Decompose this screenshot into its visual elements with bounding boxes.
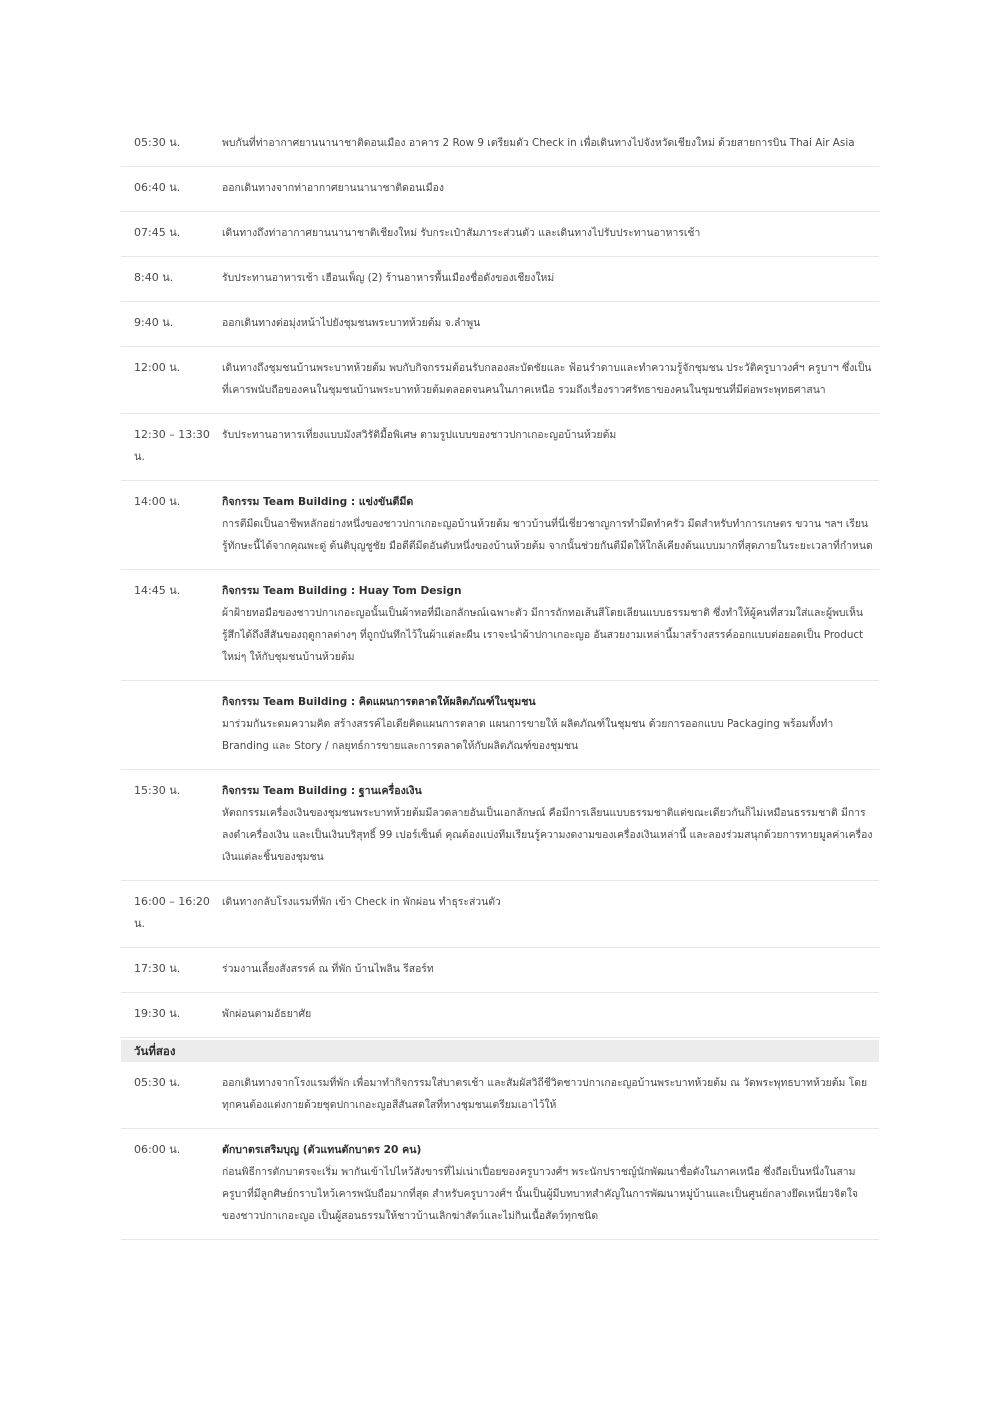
schedule-description — [222, 357, 879, 401]
itinerary-sheet — [121, 122, 879, 1240]
schedule-time: 05:30 น. — [134, 1076, 181, 1089]
schedule-description — [222, 1139, 879, 1227]
activity-title: กิจกรรม Team Building : Huay Tom Design — [222, 585, 462, 597]
day-two-schedule — [121, 1062, 879, 1240]
schedule-row — [121, 570, 879, 681]
schedule-row — [121, 167, 879, 212]
schedule-time — [121, 691, 222, 757]
schedule-description — [222, 222, 879, 244]
activity-text: เดินทางถึงชุมชนบ้านพระบาทห้วยต้ม พบกับกิจกรรมต้อนรับกลองสะบัดชัยและ ฟ้อนรำดาบและทำความรู้จักชุมชน ประวัติครูบาวงศ์ฯ ครูบาฯ ซึ่งเป็นที่เคารพนับถือของคนในชุมชนบ้านพระบาทห้วยต้มตลอดจนคนในภาคเหนือ รวมถึงเรื่องราวศรัทธาของคนในชุมชนที่มีต่อพระพุทธศาสนา — [222, 362, 872, 396]
activity-text: หัตถกรรมเครื่องเงินของชุมชนพระบาทห้วยต้มมีลวดลายอันเป็นเอกลักษณ์ คือมีการเลียนแบบธรรมชาติแต่ขณะเดียวกันก็ไม่เหมือนธรรมชาติ มีการลงตำเครื่องเงิน และเป็นเงินบริสุทธิ์ 99 เปอร์เซ็นต์ คุณต้องแบ่งทีมเรียนรู้ความงดงามของเครื่องเงินเหล่านี้ และลองร่วมสนุกด้วยการทายมูลค่าเครื่องเงินแต่ละชิ้นของชุมชน — [222, 807, 873, 863]
schedule-time: 12:00 น. — [134, 361, 181, 374]
activity-text: เดินทางกลับโรงแรมที่พัก เข้า Check in พักผ่อน ทำธุระส่วนตัว — [222, 896, 501, 908]
schedule-row — [121, 347, 879, 414]
day-one-schedule — [121, 122, 879, 1038]
activity-text: รับประทานอาหารเช้า เฮือนเพ็ญ (2) ร้านอาหารพื้นเมืองชื่อดังของเชียงใหม่ — [222, 272, 555, 284]
activity-title: ตักบาตรเสริมบุญ (ตัวแทนตักบาตร 20 คน) — [222, 1144, 422, 1156]
day-two-header: วันที่สอง — [121, 1040, 879, 1062]
schedule-row — [121, 257, 879, 302]
schedule-description — [222, 780, 879, 868]
activity-text: ผ้าฝ้ายทอมือของชาวปกาเกอะญอนั้นเป็นผ้าทอที่มีเอกลักษณ์เฉพาะตัว มีการถักทอเส้นสีโดยเลียนแบบธรรมชาติ ซึ่งทำให้ผู้คนที่สวมใส่และผู้พบเห็นรู้สึกได้ถึงสีสันของฤดูกาลต่างๆ ที่ถูกบันทึกไว้ในผ้าแต่ละผืน เราจะนำผ้าปกาเกอะญอ อันสวยงามเหล่านี้มาสร้างสรรค์ออกแบบต่อยอดเป็น Product ใหม่ๆ ให้กับชุมชนบ้านห้วยต้ม — [222, 607, 864, 663]
activity-text: รับประทานอาหารเที่ยงแบบมังสวิรัติมื้อพิเศษ ตามรูปแบบของชาวปกาเกอะญอบ้านห้วยต้ม — [222, 429, 617, 441]
schedule-row — [121, 302, 879, 347]
activity-title: กิจกรรม Team Building : แข่งขันตีมีด — [222, 496, 414, 508]
schedule-time: 15:30 น. — [134, 784, 181, 797]
schedule-time: 17:30 น. — [134, 962, 181, 975]
schedule-time: 07:45 น. — [134, 226, 181, 239]
schedule-description — [222, 958, 879, 980]
schedule-description — [222, 177, 879, 199]
schedule-row — [121, 212, 879, 257]
schedule-description — [222, 424, 879, 468]
schedule-row — [121, 948, 879, 993]
schedule-description — [222, 691, 879, 757]
schedule-row — [121, 414, 879, 481]
schedule-row — [121, 881, 879, 948]
schedule-row — [121, 993, 879, 1038]
schedule-time: 06:40 น. — [134, 181, 181, 194]
schedule-time: 06:00 น. — [134, 1143, 181, 1156]
activity-text: ร่วมงานเลี้ยงสังสรรค์ ณ ที่พัก บ้านไพลิน รีสอร์ท — [222, 963, 434, 975]
schedule-description — [222, 491, 879, 557]
schedule-time: 05:30 น. — [134, 136, 181, 149]
schedule-time: 14:00 น. — [134, 495, 181, 508]
activity-title: กิจกรรม Team Building : ฐานเครื่องเงิน — [222, 785, 422, 797]
schedule-time: 14:45 น. — [134, 584, 181, 597]
schedule-description — [222, 891, 879, 935]
activity-text: ออกเดินทางจากโรงแรมที่พัก เพื่อมาทำกิจกรรมใส่บาตรเช้า และสัมผัสวิถีชีวิตชาวปกาเกอะญอบ้านพระบาทห้วยต้ม ณ วัดพระพุทธบาทห้วยต้ม โดยทุกคนต้องแต่งกายด้วยชุดปกาเกอะญอสีสันสดใสที่ทางชุมชนเตรียมเอาไว้ให้ — [222, 1077, 868, 1111]
activity-title: กิจกรรม Team Building : คิดแผนการตลาดให้ผลิตภัณฑ์ในชุมชน — [222, 696, 536, 708]
schedule-row — [121, 122, 879, 167]
schedule-time: 16:00 – 16:20 น. — [134, 895, 210, 930]
activity-text: การตีมีดเป็นอาชีพหลักอย่างหนึ่งของชาวปกาเกอะญอบ้านห้วยต้ม ชาวบ้านที่นี่เชี่ยวชาญการทำมีดทำครัว มีดสำหรับทำการเกษตร ขวาน ฯลฯ เรียนรู้ทักษะนี้ได้จากคุณพะดู่ ต้นติบุญชูชัย มือดีตีมีดอันดับหนึ่งของบ้านห้วยต้ม จากนั้นช่วยกันตีมีดให้ใกล้เคียงต้นแบบมากที่สุดภายในระยะเวลาที่กำหนด — [222, 518, 873, 552]
activity-text: มาร่วมกันระดมความคิด สร้างสรรค์ไอเดียคิดแผนการตลาด แผนการขายให้ ผลิตภัณฑ์ในชุมชน ด้วยการออกแบบ Packaging พร้อมทั้งทำ Branding และ Story / กลยุทธ์การขายและการตลาดให้กับผลิตภัณฑ์ของชุมชน — [222, 718, 834, 752]
schedule-description — [222, 1003, 879, 1025]
activity-text: พบกันที่ท่าอากาศยานนานาชาติดอนเมือง อาคาร 2 Row 9 เตรียมตัว Check in เพื่อเดินทางไปจังหวัดเชียงใหม่ ด้วยสายการบิน Thai Air Asia — [222, 137, 855, 149]
activity-text: เดินทางถึงท่าอากาศยานนานาชาติเชียงใหม่ รับกระเป๋าสัมภาระส่วนตัว และเดินทางไปรับประทานอาหารเช้า — [222, 227, 701, 239]
schedule-description — [222, 580, 879, 668]
schedule-time: 8:40 น. — [134, 271, 174, 284]
schedule-description — [222, 312, 879, 334]
activity-text: ก่อนพิธีการตักบาตรจะเริ่ม พากันเข้าไปไหว้สังขารที่ไม่เน่าเปื่อยของครูบาวงศ์ฯ พระนักปราชญ์นักพัฒนาชื่อดังในภาคเหนือ ซึ่งถือเป็นหนึ่งในสามครูบาที่มีลูกศิษย์กราบไหว้เคารพนับถือมากที่สุด สำหรับครูบาวงศ์ฯ นั้นเป็นผู้มีบทบาทสำคัญในการพัฒนาหมู่บ้านและเป็นศูนย์กลางยึดเหนี่ยวจิตใจของชาวปกาเกอะญอ เป็นผู้สอนธรรมให้ชาวบ้านเลิกฆ่าสัตว์และไม่กินเนื้อสัตว์ทุกชนิด — [222, 1166, 858, 1222]
schedule-row — [121, 681, 879, 770]
schedule-description — [222, 267, 879, 289]
schedule-description — [222, 1072, 879, 1116]
activity-text: พักผ่อนตามอัธยาศัย — [222, 1008, 312, 1020]
schedule-row — [121, 1129, 879, 1240]
schedule-time: 9:40 น. — [134, 316, 174, 329]
schedule-description — [222, 132, 879, 154]
activity-text: ออกเดินทางต่อมุ่งหน้าไปยังชุมชนพระบาทห้วยต้ม จ.ลำพูน — [222, 317, 481, 329]
schedule-time: 19:30 น. — [134, 1007, 181, 1020]
activity-text: ออกเดินทางจากท่าอากาศยานนานาชาติดอนเมือง — [222, 182, 444, 194]
schedule-row — [121, 770, 879, 881]
schedule-row — [121, 1062, 879, 1129]
schedule-time: 12:30 – 13:30 น. — [134, 428, 210, 463]
schedule-row — [121, 481, 879, 570]
